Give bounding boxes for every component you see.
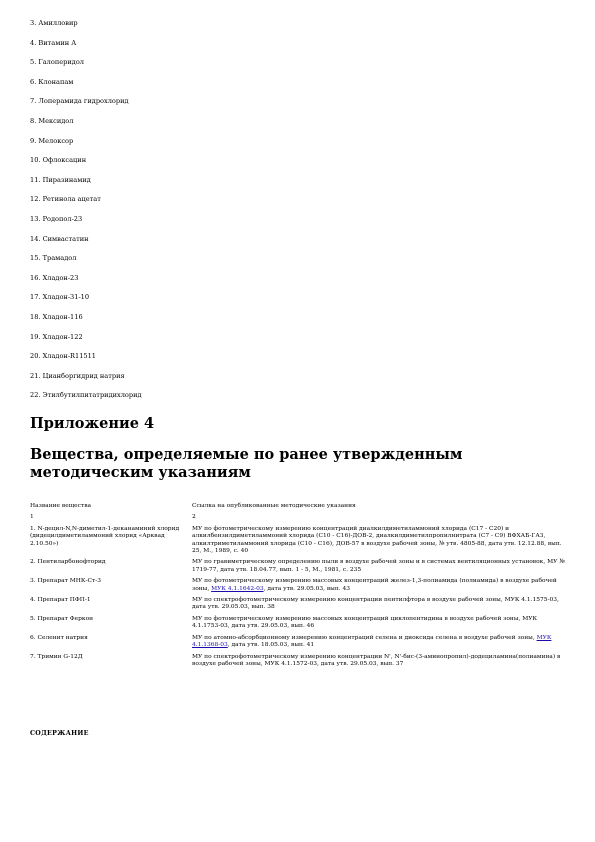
reference-text-part: МУ по фотометрическому измерению концентраций диалкилдиметиламмоний хлорида (С17 - С20) и алкилбензилдиметиламмоний хлорида (С10 - С16)-ДОВ-2, диалкилдиметилпропилнитрата (С7 - С9) ВФХАБ-ГАЗ, алкилтриметиламмоний хлорида (С10 - С16), ДОВ-57 в воздухе рабочей зоны, № утв. 4805-88, дата утв. 12.12.88, вып. 25, М., 1989, с. 40	[192, 525, 562, 555]
reference-text	[192, 578, 567, 597]
reference-text	[192, 616, 567, 635]
reference-text	[192, 597, 567, 616]
substance-name: 6. Селенит натрия	[30, 634, 88, 641]
table-row	[30, 578, 567, 597]
list-item: 19. Хладон-122	[30, 332, 83, 341]
list-item: 7. Лоперамида гидрохлорид	[30, 97, 129, 106]
list-item: 17. Хладон-31-10	[30, 293, 90, 302]
table-row	[30, 526, 567, 560]
reference-text-part: , дата утв. 18.05.03, вып. 41	[227, 642, 315, 649]
list-item: 20. Хладон-R11511	[30, 352, 96, 361]
reference-text-part: , дата утв. 29.05.03, вып. 43	[263, 585, 351, 592]
list-item: 5. Галоперидол	[30, 58, 84, 67]
table-row	[30, 597, 567, 616]
substance-name: 4. Препарат ПФП-1	[30, 597, 91, 604]
list-item: 12. Ретинола ацетат	[30, 195, 101, 204]
table-number-row	[30, 514, 567, 525]
section-title: Вещества, определяемые по ранее утвержденным методическим указаниям	[30, 446, 463, 481]
list-item: 3. Амилловир	[30, 19, 78, 27]
substance-name: 7. Тримин G-12Д	[30, 653, 83, 660]
column-number-2: 2	[192, 514, 196, 521]
list-item: 21. Цианборгидрид натрия	[30, 371, 125, 380]
list-item: 16. Хладон-23	[30, 273, 79, 282]
header-reference: Ссылка на опубликованные методические указания	[192, 503, 356, 509]
table-row	[30, 559, 567, 578]
reference-text-part: МУ по спектрофотометрическому измерению концентрации N', N'-бис-(3-аминопропил)-додециламина(полиамина) в воздухе рабочей зоны, МУК 4.1.1572-03, дата утв. 29.05.03, вып. 37	[192, 653, 561, 667]
reference-text-part: МУ по спектрофотометрическому измерению концентрации пентилфтора в воздухе рабочей зоны, МУК 4.1.1575-03, дата утв. 29.05.03, вып. 38	[192, 597, 559, 611]
reference-text-part: МУ по атомно-абсорбционному измерению концентраций селена и диоксида селена в воздухе рабочей зоны,	[192, 634, 537, 641]
list-item: 4. Витамин А	[30, 38, 77, 47]
table-row	[30, 616, 567, 635]
table-row	[30, 635, 567, 654]
list-item: 13. Родопол-23	[30, 214, 83, 223]
column-number-1: 1	[30, 514, 34, 521]
list-item: 14. Симвастатин	[30, 234, 89, 243]
substance-name: 1. N-децил-N,N-диметил-1-деканаминий хлорид (дидецилдиметиламмоний хлорид «Арквад 2.10.50»)	[30, 525, 180, 547]
list-item: 8. Мексидол	[30, 116, 74, 125]
appendix-title: Приложение 4	[30, 415, 155, 432]
reference-text	[192, 635, 567, 654]
list-item: 6. Клонапам	[30, 77, 74, 86]
reference-text-part: МУ по фотометрическому измерению массовых концентраций циклопентидина в воздухе рабочей зоны, МУК 4.1.1753-03, дата утв. 29.05.03, вып. 46	[192, 615, 538, 630]
table-row	[30, 654, 567, 673]
header-name: Название вещества	[30, 503, 92, 509]
list-item: 10. Офлоксацин	[30, 156, 87, 165]
contents-link[interactable]: СОДЕРЖАНИЕ	[30, 730, 89, 737]
reference-text	[192, 654, 567, 673]
list-item: 15. Трамадол	[30, 254, 77, 263]
reference-text-part: МУ по гравиметрическому определению пыли в воздухе рабочей зоны и в системах вентиляционных установок, МУ № 1719-77, дата утв. 18.04.77, вып. 1 - 5, М., 1981, с. 235	[192, 559, 565, 573]
reference-text	[192, 526, 567, 560]
reference-link[interactable]: МУК 4.1.1368-03	[192, 634, 552, 649]
reference-link[interactable]: МУК 4.1.1642-03	[211, 585, 264, 592]
list-item: 11. Пиразинамид	[30, 175, 91, 184]
table-body	[30, 526, 567, 673]
reference-text-part: МУ по фотометрическому измерению массовых концентраций желез-1,3-полиамида (полиамида) в воздухе рабочей зоны,	[192, 578, 557, 592]
table-header-row	[30, 503, 567, 514]
list-item: 18. Хладон-116	[30, 312, 83, 321]
list-item: 9. Мелоксор	[30, 136, 74, 145]
methods-table	[30, 503, 567, 672]
substance-name: 5. Препарат Феркон	[30, 615, 94, 622]
substance-list	[30, 19, 142, 411]
substance-name: 2. Пентиларбонофторид	[30, 559, 106, 566]
reference-text	[192, 559, 567, 578]
list-item: 22. Этилбутилпитатридихлорид	[30, 391, 142, 400]
substance-name: 3. Препарат МНК-Ст-3	[30, 578, 101, 585]
